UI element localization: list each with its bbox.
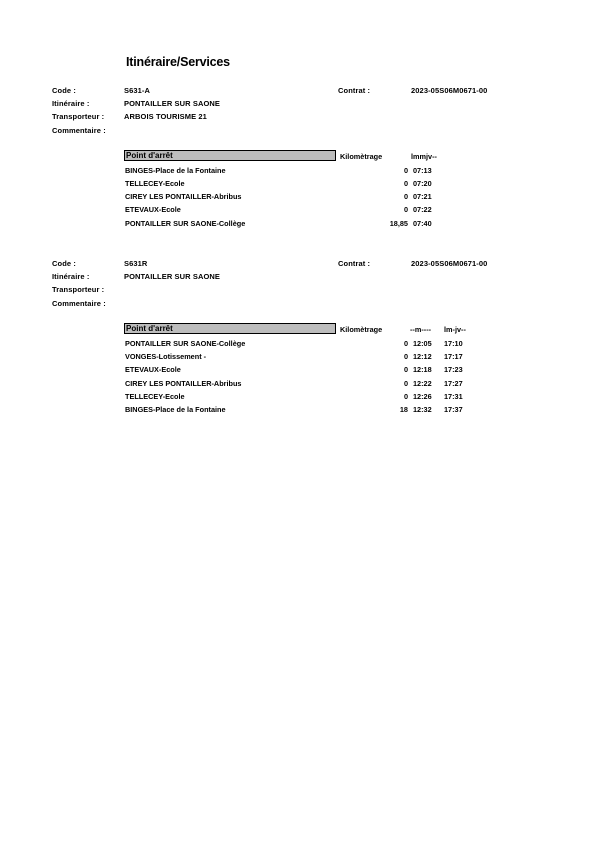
time-value: 12:32: [413, 405, 432, 414]
code-value: S631R: [124, 259, 148, 268]
km-column-header: Kilomètrage: [340, 152, 383, 161]
stop-name: CIREY LES PONTAILLER-Abribus: [125, 192, 242, 201]
km-value: 0: [403, 379, 408, 388]
km-value: 0: [403, 205, 408, 214]
contrat-value: 2023-05S06M0671-00: [411, 86, 488, 95]
km-value: 0: [403, 179, 408, 188]
time-value: 17:27: [444, 379, 463, 388]
km-value: 18,85: [389, 219, 408, 228]
time-value: 17:37: [444, 405, 463, 414]
km-value: 18: [399, 405, 408, 414]
km-value: 0: [403, 166, 408, 175]
stop-name: PONTAILLER SUR SAONE-Collège: [125, 219, 246, 228]
stop-column-header-label: Point d'arrêt: [126, 151, 173, 160]
time-value: 07:40: [413, 219, 432, 228]
page-title: Itinéraire/Services: [126, 55, 230, 69]
days-column-header: --m----: [410, 325, 432, 334]
time-value: 17:17: [444, 352, 463, 361]
stop-name: TELLECEY-Ecole: [125, 392, 185, 401]
km-value: 0: [403, 392, 408, 401]
stop-name: TELLECEY-Ecole: [125, 179, 185, 188]
contrat-label: Contrat :: [338, 259, 371, 268]
code-label: Code :: [52, 259, 76, 268]
stop-name: VONGES-Lotissement -: [125, 352, 207, 361]
time-value: 17:31: [444, 392, 463, 401]
time-value: 07:13: [413, 166, 432, 175]
contrat-value: 2023-05S06M0671-00: [411, 259, 488, 268]
time-value: 12:05: [413, 339, 432, 348]
transporteur-value: ARBOIS TOURISME 21: [124, 112, 207, 121]
transporteur-label: Transporteur :: [52, 285, 105, 294]
km-value: 0: [403, 352, 408, 361]
km-column-header: Kilomètrage: [340, 325, 383, 334]
time-value: 17:10: [444, 339, 463, 348]
stop-name: ETEVAUX-Ecole: [125, 365, 181, 374]
time-value: 12:12: [413, 352, 432, 361]
days-column-header: lmmjv--: [411, 152, 437, 161]
km-value: 0: [403, 192, 408, 201]
itineraire-value: PONTAILLER SUR SAONE: [124, 99, 221, 108]
contrat-label: Contrat :: [338, 86, 371, 95]
stop-name: BINGES-Place de la Fontaine: [125, 405, 226, 414]
commentaire-label: Commentaire :: [52, 126, 106, 135]
stop-name: BINGES-Place de la Fontaine: [125, 166, 226, 175]
time-value: 07:21: [413, 192, 432, 201]
itineraire-label: Itinéraire :: [52, 99, 90, 108]
stop-column-header-label: Point d'arrêt: [126, 324, 173, 333]
km-value: 0: [403, 365, 408, 374]
commentaire-label: Commentaire :: [52, 299, 106, 308]
itineraire-label: Itinéraire :: [52, 272, 90, 281]
time-value: 12:18: [413, 365, 432, 374]
time-value: 12:22: [413, 379, 432, 388]
time-value: 17:23: [444, 365, 463, 374]
stop-name: CIREY LES PONTAILLER-Abribus: [125, 379, 242, 388]
time-value: 07:20: [413, 179, 432, 188]
transporteur-label: Transporteur :: [52, 112, 105, 121]
code-value: S631-A: [124, 86, 151, 95]
stop-column-header: [124, 323, 336, 334]
itineraire-value: PONTAILLER SUR SAONE: [124, 272, 221, 281]
stop-column-header: [124, 150, 336, 161]
days-column-header: lm-jv--: [444, 325, 466, 334]
km-value: 0: [403, 339, 408, 348]
stop-name: PONTAILLER SUR SAONE-Collège: [125, 339, 246, 348]
time-value: 12:26: [413, 392, 432, 401]
code-label: Code :: [52, 86, 76, 95]
time-value: 07:22: [413, 205, 432, 214]
stop-name: ETEVAUX-Ecole: [125, 205, 181, 214]
